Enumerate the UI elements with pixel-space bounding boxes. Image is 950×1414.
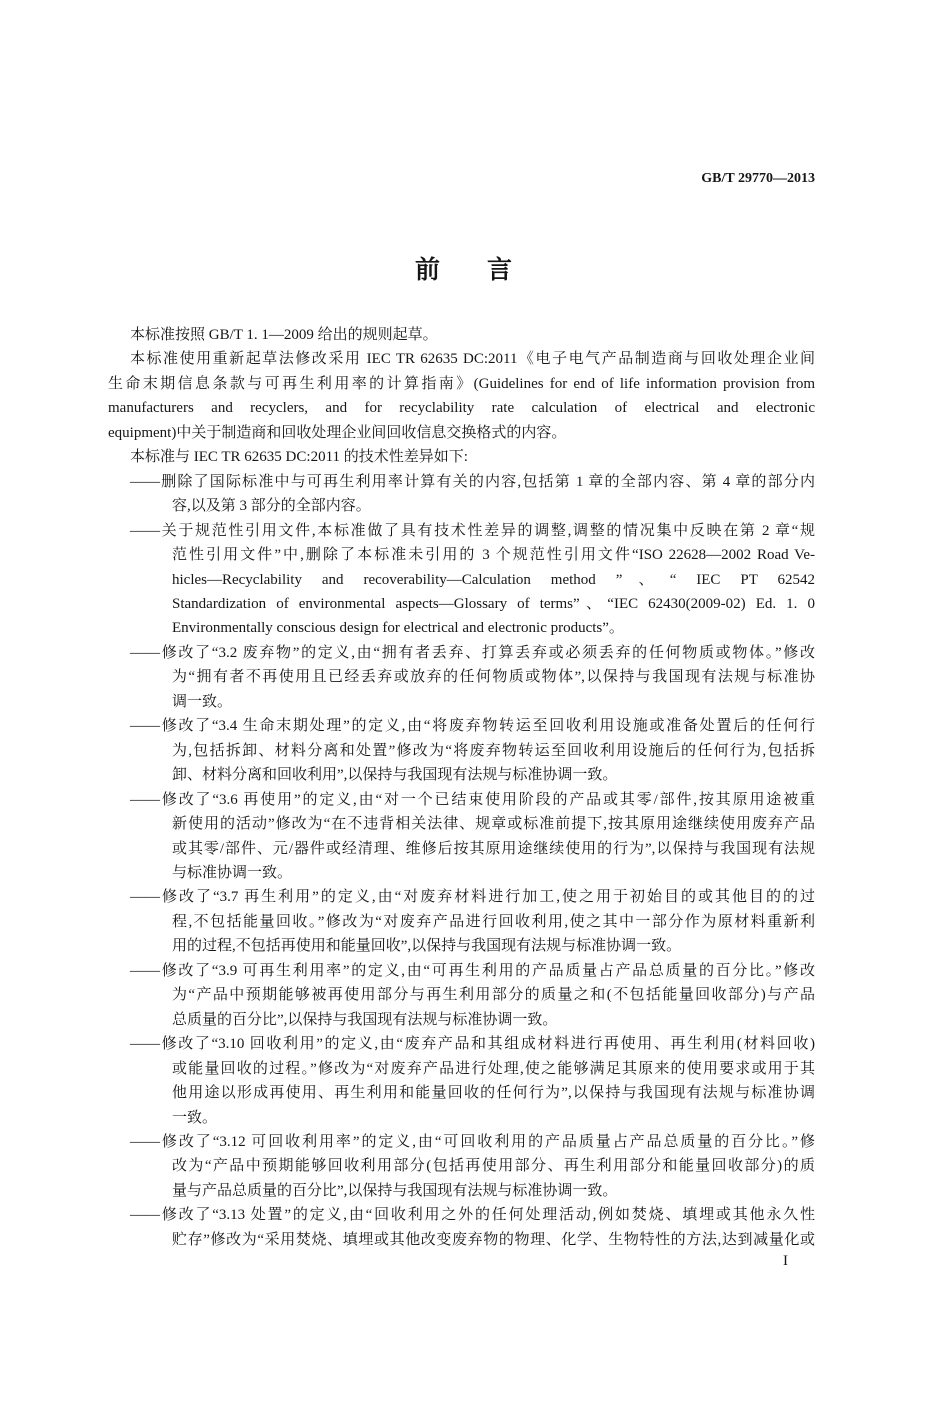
text-line: 新使用的活动”修改为“在不违背相关法律、规章或标准前提下,按其原用途继续使用废弃产品: [172, 816, 815, 833]
text-line: ——修改了“3.13 处置”的定义,由“回收利用之外的任何处理活动,例如焚烧、填埋或其他永久性: [130, 1207, 815, 1224]
text-line: 一致。: [172, 1109, 218, 1126]
list-item: [108, 714, 815, 787]
list-item: [108, 1032, 815, 1130]
text-line: 调一致。: [172, 693, 233, 710]
text-line: equipment)中关于制造商和回收处理企业间回收信息交换格式的内容。: [108, 424, 567, 441]
paragraph: [108, 347, 815, 445]
text-line: 本标准使用重新起草法修改采用 IEC TR 62635 DC:2011《电子电气产品制造商与回收处理企业间: [130, 351, 815, 368]
text-line: 或能量回收的过程。”修改为“对废弃产品进行处理,使之能够满足其原来的使用要求或用于其: [172, 1060, 815, 1077]
text-line: ——修改了“3.2 废弃物”的定义,由“拥有者丢弃、打算丢弃或必须丢弃的任何物质或物体。”修改: [130, 644, 815, 661]
page-title: 前言: [415, 257, 560, 284]
paragraph: [108, 445, 815, 469]
document-body: [108, 323, 815, 1252]
text-line: 与标准协调一致。: [172, 864, 293, 881]
text-line: 生命末期信息条款与可再生利用率的计算指南》(Guidelines for end of life information provision from: [108, 375, 815, 392]
text-line: 贮存”修改为“采用焚烧、填埋或其他改变废弃物的物理、化学、生物特性的方法,达到减量化或: [172, 1231, 815, 1248]
text-line: Environmentally conscious design for electrical and electronic products”。: [172, 620, 624, 637]
list-item: [108, 470, 815, 519]
paragraph: [108, 323, 815, 347]
list-item: [108, 885, 815, 958]
text-line: ——修改了“3.6 再使用”的定义,由“对一个已结束使用阶段的产品或其零/部件,按其原用途被重: [130, 791, 815, 808]
text-line: manufacturers and recyclers, and for recyclability rate calculation of electrical and electronic: [108, 400, 815, 417]
text-line: ——修改了“3.7 再生利用”的定义,由“对废弃材料进行加工,使之用于初始目的或其他目的的过: [130, 889, 815, 906]
text-line: 本标准按照 GB/T 1. 1—2009 给出的规则起草。: [130, 327, 438, 343]
text-line: 改为“产品中预期能够回收利用部分(包括再使用部分、再生利用部分和能量回收部分)的质: [172, 1158, 815, 1175]
text-line: 量与产品总质量的百分比”,以保持与我国现有法规与标准协调一致。: [172, 1182, 618, 1199]
text-line: 为,包括拆卸、材料分离和处置”修改为“将废弃物转运至回收利用设施后的任何行为,包括拆: [172, 742, 815, 759]
text-line: 容,以及第 3 部分的全部内容。: [172, 498, 371, 515]
text-line: Standardization of environmental aspects—Glossary of terms”、“IEC 62430(2009-02) Ed. 1. 0: [172, 595, 815, 612]
text-line: 用的过程,不包括再使用和能量回收”,以保持与我国现有法规与标准协调一致。: [172, 938, 682, 955]
list-item: [108, 1203, 815, 1252]
text-line: ——修改了“3.12 可回收利用率”的定义,由“可回收利用的产品质量占产品总质量的百分比。”修: [130, 1133, 815, 1150]
text-line: 总质量的百分比”,以保持与我国现有法规与标准协调一致。: [172, 1011, 558, 1028]
text-line: 或其零/部件、元/器件或经清理、维修后按其原用途继续使用的行为”,以保持与我国现有法规: [172, 840, 815, 857]
list-item: [108, 959, 815, 1032]
standard-number: GB/T 29770—2013: [701, 171, 815, 186]
text-line: 本标准与 IEC TR 62635 DC:2011 的技术性差异如下:: [130, 449, 468, 466]
text-line: ——关于规范性引用文件,本标准做了具有技术性差异的调整,调整的情况集中反映在第 2 章“规: [130, 522, 815, 539]
text-line: ——修改了“3.4 生命末期处理”的定义,由“将废弃物转运至回收利用设施或准备处置后的任何行: [130, 718, 815, 735]
text-line: 为“产品中预期能够被再使用部分与再生利用部分的质量之和(不包括能量回收部分)与产品: [172, 987, 815, 1004]
text-line: 为“拥有者不再使用且已经丢弃或放弃的任何物质或物体”,以保持与我国现有法规与标准协: [172, 669, 815, 686]
page-number: I: [783, 1253, 788, 1269]
text-line: 他用途以形成再使用、再生利用和能量回收的任何行为”,以保持与我国现有法规与标准协调: [172, 1085, 815, 1102]
text-line: ——删除了国际标准中与可再生利用率计算有关的内容,包括第 1 章的全部内容、第 4 章的部分内: [130, 473, 815, 490]
list-item: [108, 788, 815, 886]
list-item: [108, 519, 815, 641]
list-item: [108, 641, 815, 714]
list-item: [108, 1130, 815, 1203]
text-line: ——修改了“3.10 回收利用”的定义,由“废弃产品和其组成材料进行再使用、再生利用(材料回收): [130, 1036, 815, 1053]
text-line: 程,不包括能量回收。”修改为“对废弃产品进行回收利用,使之其中一部分作为原材料重新利: [172, 913, 815, 930]
text-line: 卸、材料分离和回收利用”,以保持与我国现有法规与标准协调一致。: [172, 767, 618, 784]
text-line: hicles—Recyclability and recoverability—Calculation method ”、“ IEC PT 62542: [172, 571, 815, 588]
text-line: 范性引用文件”中,删除了本标准未引用的 3 个规范性引用文件“ISO 22628—2002 Road Ve-: [172, 547, 815, 564]
text-line: ——修改了“3.9 可再生利用率”的定义,由“可再生利用的产品质量占产品总质量的百分比。”修改: [130, 962, 815, 979]
